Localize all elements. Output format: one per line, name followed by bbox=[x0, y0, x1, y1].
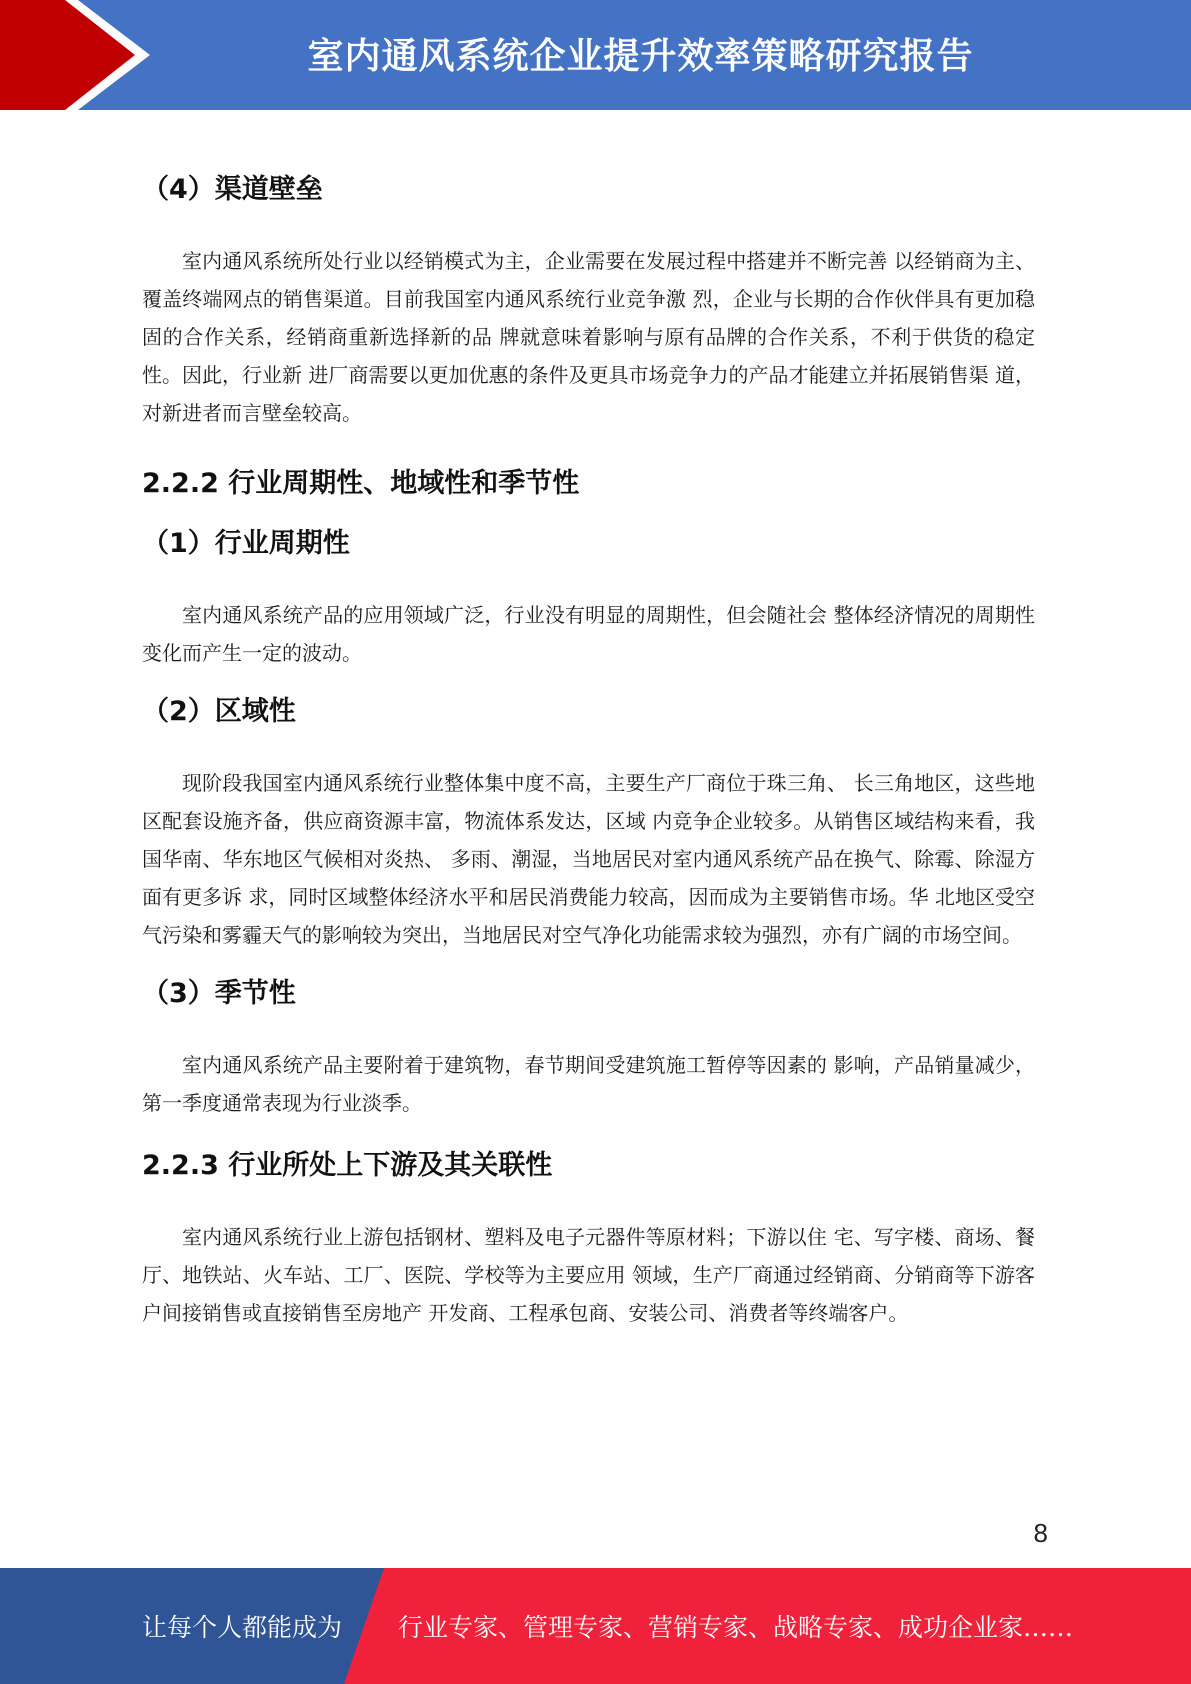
paragraph-upstream-downstream: 室内通风系统行业上游包括钢材、塑料及电子元器件等原材料；下游以住 宅、写字楼、商场、餐厅、地铁站、火车站、工厂、医院、学校等为主要应用 领域，生产厂商通过经销商、分销商等下游客户间接销售或直接销售至房地产 开发商、工程承包商、安装公司、消费者等终端客户。 bbox=[142, 1225, 1035, 1325]
section-heading-seasonality: （3）季节性 bbox=[142, 978, 296, 1009]
paragraph-channel-barrier: 室内通风系统所处行业以经销模式为主，企业需要在发展过程中搭建并不断完善 以经销商为主、覆盖终端网点的销售渠道。目前我国室内通风系统行业竞争激 烈，企业与长期的合作伙伴具有更加稳固的合作关系，经销商重新选择新的品 牌就意味着影响与原有品牌的合作关系，不利于供货的稳定性。因此，行业新 进厂商需要以更加优惠的条件及更具市场竞争力的产品才能建立并拓展销售渠 道，对新进者而言壁垒较高。 bbox=[142, 249, 1035, 425]
header-banner bbox=[0, 0, 1191, 110]
paragraph-seasonality: 室内通风系统产品主要附着于建筑物，春节期间受建筑施工暂停等因素的 影响，产品销量减少，第一季度通常表现为行业淡季。 bbox=[142, 1053, 1035, 1115]
section-heading-channel-barrier: （4）渠道壁垒 bbox=[142, 174, 323, 205]
section-heading-2-2-3: 2.2.3 行业所处上下游及其关联性 bbox=[142, 1150, 553, 1181]
footer-slogan-left: 让每个人都能成为 bbox=[142, 1613, 343, 1642]
section-heading-regionality: （2）区域性 bbox=[142, 696, 296, 727]
document-body bbox=[142, 150, 1035, 1332]
report-title: 室内通风系统企业提升效率策略研究报告 bbox=[307, 36, 974, 77]
footer-slogan-right: 行业专家、管理专家、营销专家、战略专家、成功企业家…… bbox=[398, 1613, 1074, 1642]
page-number: 8 bbox=[1033, 1518, 1048, 1548]
section-heading-cyclicality: （1）行业周期性 bbox=[142, 528, 350, 559]
footer-banner bbox=[0, 1568, 1191, 1684]
section-heading-2-2-2: 2.2.2 行业周期性、地域性和季节性 bbox=[142, 468, 580, 499]
paragraph-cyclicality: 室内通风系统产品的应用领域广泛，行业没有明显的周期性，但会随社会 整体经济情况的周期性变化而产生一定的波动。 bbox=[142, 603, 1035, 665]
paragraph-regionality: 现阶段我国室内通风系统行业整体集中度不高，主要生产厂商位于珠三角、 长三角地区，这些地区配套设施齐备，供应商资源丰富，物流体系发达，区域 内竞争企业较多。从销售区域结构来看，我国华南、华东地区气候相对炎热、 多雨、潮湿，当地居民对室内通风系统产品在换气、除霉、除湿方面有更多诉 求，同时区域整体经济水平和居民消费能力较高，因而成为主要销售市场。华 北地区受空气污染和雾霾天气的影响较为突出，当地居民对空气净化功能需求较为强烈，亦有广阔的市场空间。 bbox=[142, 771, 1035, 947]
